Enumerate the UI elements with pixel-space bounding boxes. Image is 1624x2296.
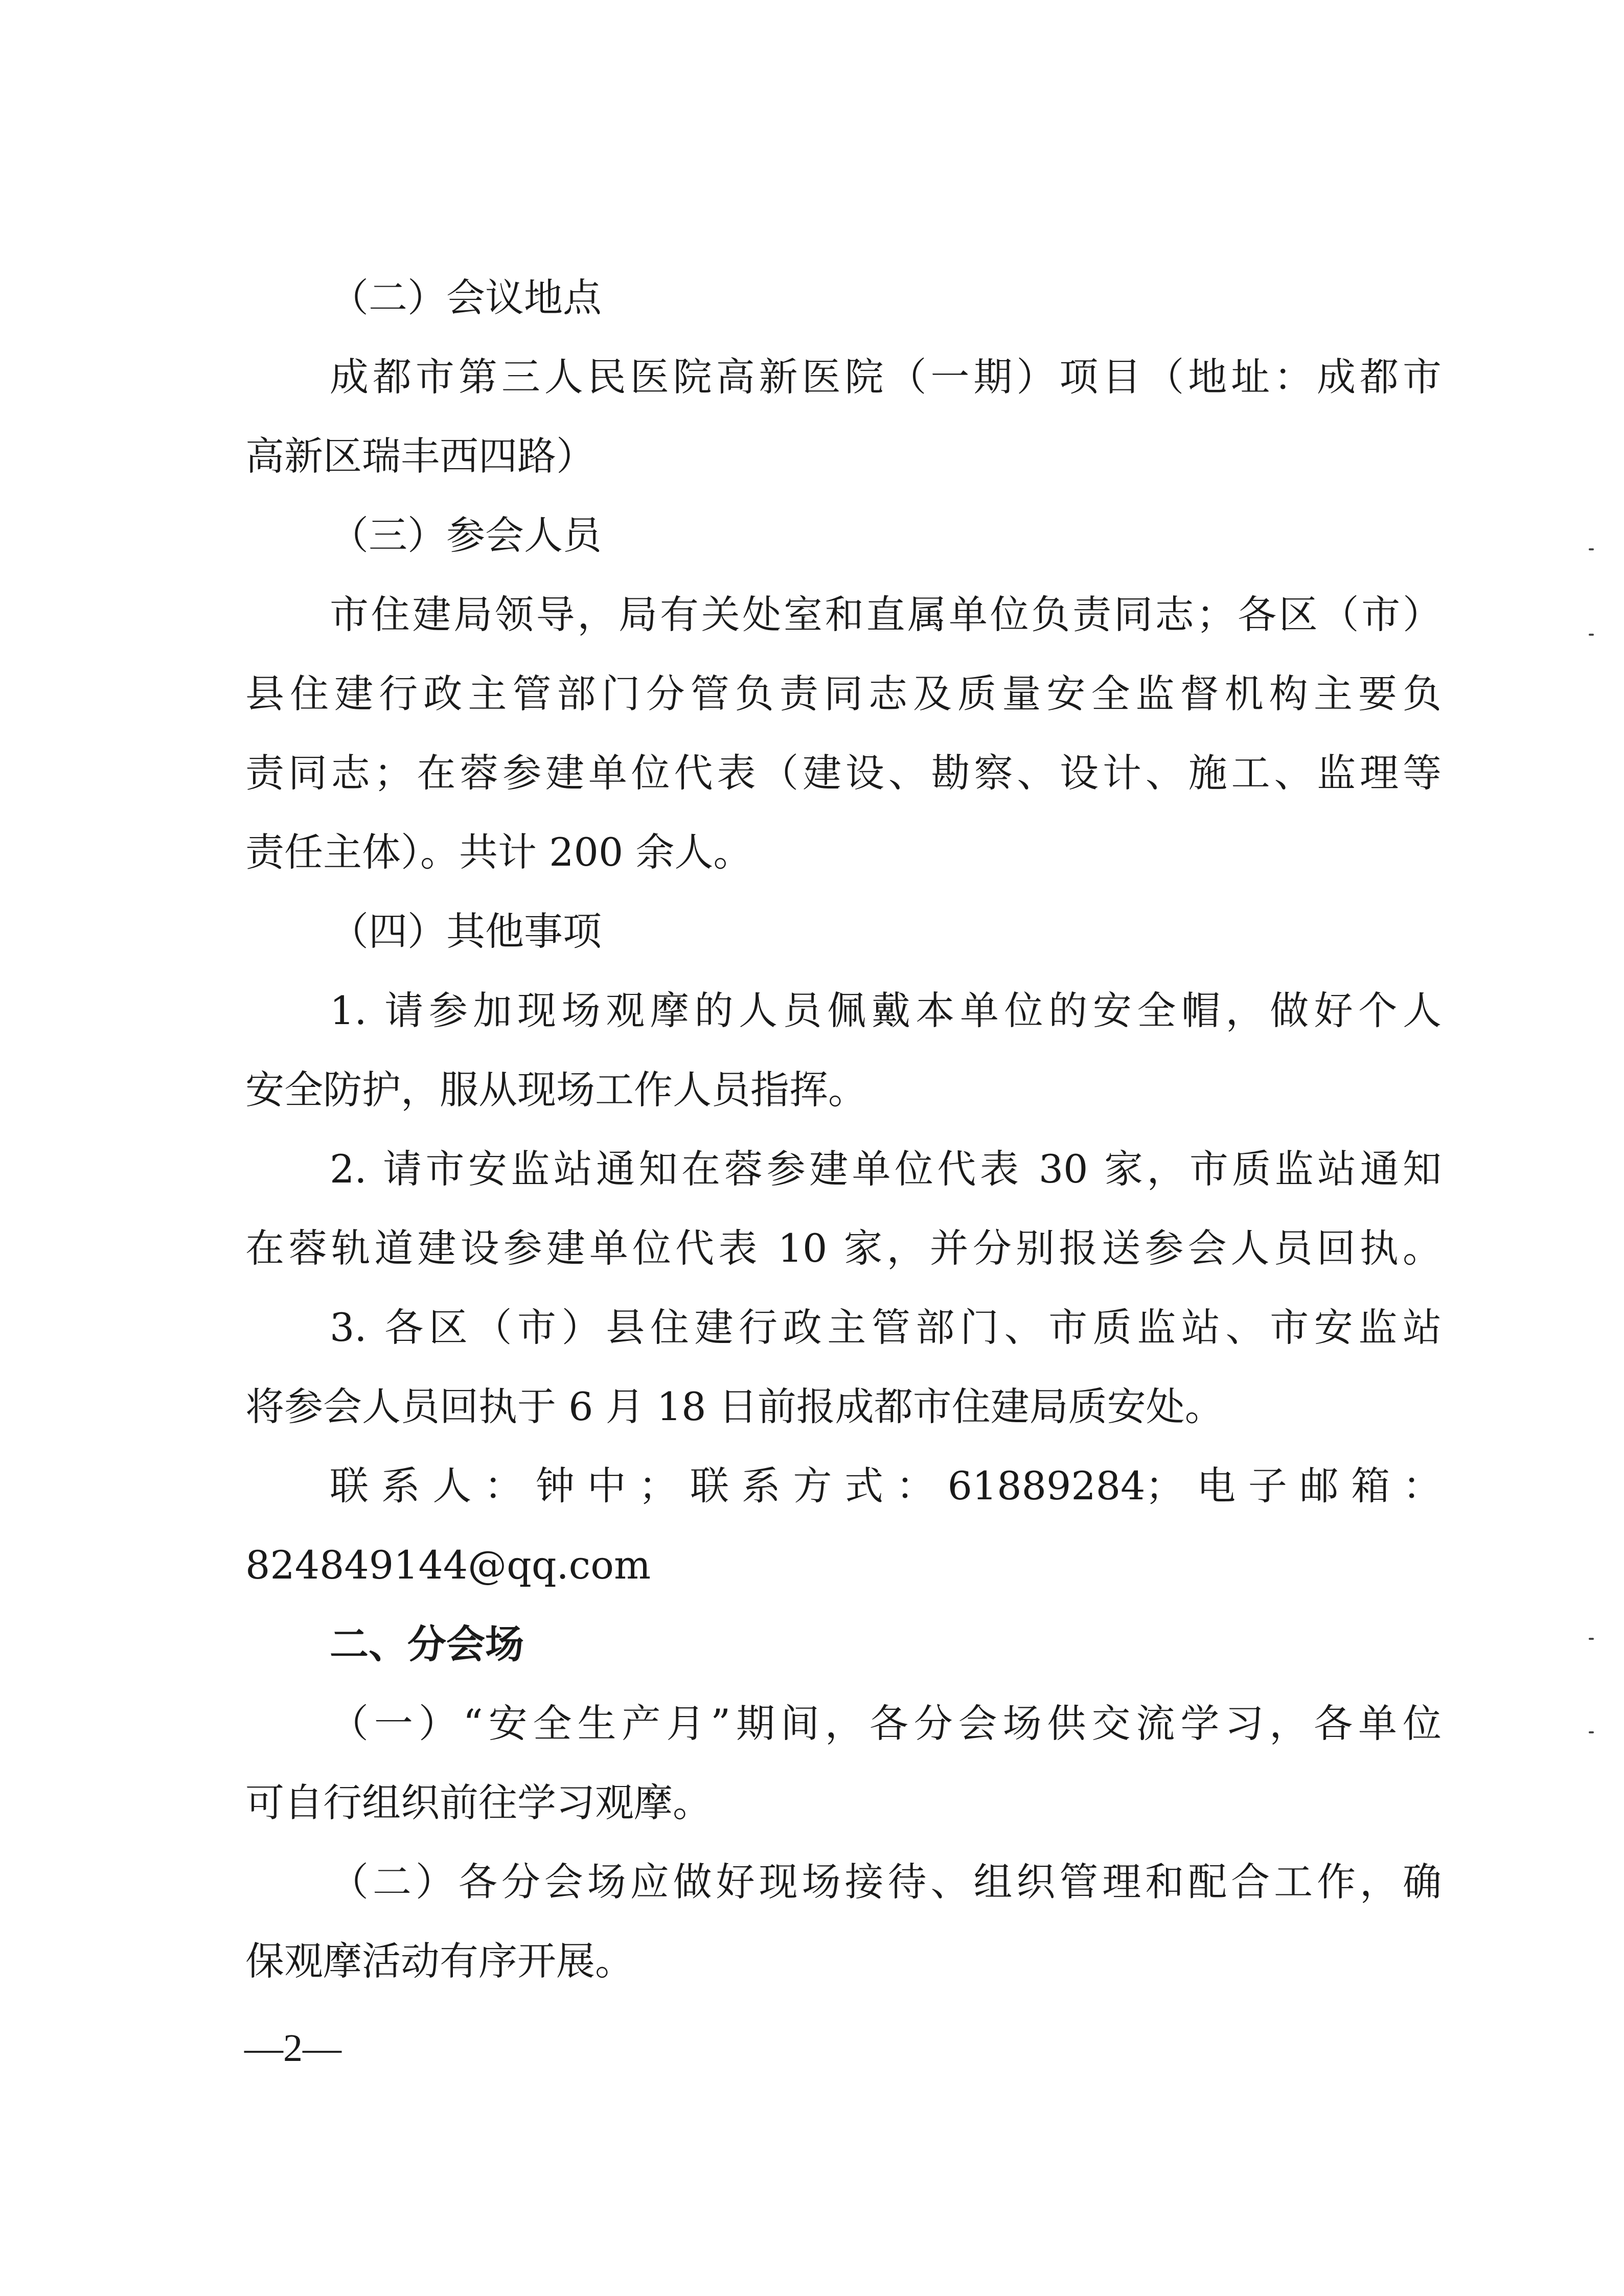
section-heading-venue: （二）会议地点 xyxy=(330,275,602,320)
document-body xyxy=(245,258,1442,2001)
attendees-text-line: 市住建局领导，局有关处室和直属单位负责同志；各区（市） xyxy=(330,592,1442,637)
attendees-text-line: 责同志；在蓉参建单位代表（建设、勘察、设计、施工、监理等 xyxy=(245,750,1442,796)
section-heading-attendees: （三）参会人员 xyxy=(330,513,602,558)
branch-item-1-line: （一）“安全生产月”期间，各分会场供交流学习，各单位 xyxy=(330,1701,1442,1746)
section-heading-other-matters: （四）其他事项 xyxy=(330,909,602,954)
page-number: —2— xyxy=(244,2027,341,2070)
section-heading-branch-venues: 二、分会场 xyxy=(330,1621,524,1667)
branch-item-2-line: 保观摩活动有序开展。 xyxy=(245,1938,634,1984)
other-item-3-line: 将参会人员回执于 6 月 18 日前报成都市住建局质安处。 xyxy=(245,1384,1224,1429)
other-item-2-line: 在蓉轨道建设参建单位代表 10 家，并分别报送参会人员回执。 xyxy=(245,1225,1442,1271)
scan-speck xyxy=(1589,634,1594,636)
scan-speck xyxy=(1589,1638,1594,1640)
contact-line: 联系人：钟中；联系方式：61889284；电子邮箱： xyxy=(330,1463,1442,1509)
venue-text-line: 成都市第三人民医院高新医院（一期）项目（地址：成都市 xyxy=(330,354,1442,400)
attendees-text-line: 县住建行政主管部门分管负责同志及质量安全监督机构主要负 xyxy=(245,671,1442,716)
venue-text-line: 高新区瑞丰西四路） xyxy=(245,433,595,479)
other-item-2-line: 2. 请市安监站通知在蓉参建单位代表 30 家，市质监站通知 xyxy=(330,1146,1442,1192)
other-item-1-line: 安全防护，服从现场工作人员指挥。 xyxy=(245,1067,867,1112)
branch-item-2-line: （二）各分会场应做好现场接待、组织管理和配合工作，确 xyxy=(330,1859,1442,1905)
scan-speck xyxy=(1589,1731,1594,1733)
scan-speck xyxy=(1589,548,1594,550)
attendees-text-line: 责任主体）。共计 200 余人。 xyxy=(245,829,752,875)
other-item-1-line: 1. 请参加现场观摩的人员佩戴本单位的安全帽，做好个人 xyxy=(330,988,1442,1033)
branch-item-1-line: 可自行组织前往学习观摩。 xyxy=(245,1780,712,1825)
other-item-3-line: 3. 各区（市）县住建行政主管部门、市质监站、市安监站 xyxy=(330,1305,1442,1350)
contact-email: 824849144@qq.com xyxy=(245,1542,651,1588)
